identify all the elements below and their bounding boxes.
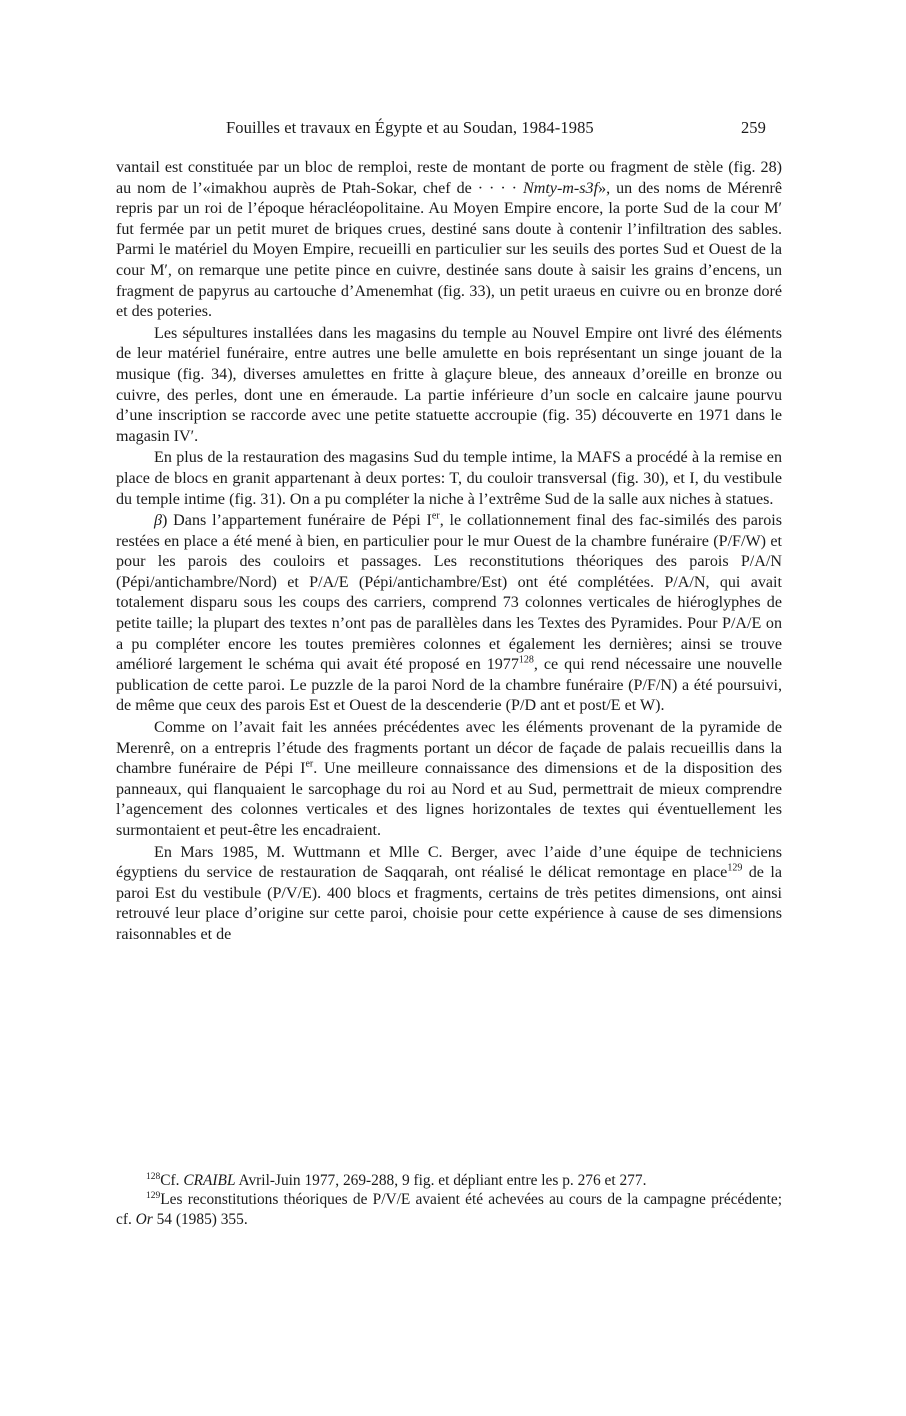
footnote-ref-129: 129 bbox=[727, 862, 743, 874]
text-run: , le collationnement final des fac-similés des parois restées en place a été mené à bien, en particulier pour le mur Ouest de la chambre funéraire (P/F/W) et pour les parois des couloirs et passages. Les reconstitutions théoriques des parois P/A/N (Pépi/antichambre/Nord) et P/A/E (Pépi/antichambre/Est) ont été complétées. P/A/N, qui avait totalement disparu sous les coups des carriers, comprend 73 colonnes verticales de hiéroglyphes de petite taille; la plupart des textes n’ont pas de parallèles dans les Textes des Pyramides. Pour P/A/E on a pu compléter encore les toutes premières colonnes et également les dernières; ainsi se trouve amélioré largement le schéma qui avait été proposé en 1977 bbox=[116, 512, 782, 674]
footnote-number: 128 bbox=[146, 1171, 161, 1182]
ordinal-superscript: er bbox=[431, 510, 440, 522]
text-run: ) Dans l’appartement funéraire de Pépi I bbox=[162, 512, 432, 530]
running-title: Fouilles et travaux en Égypte et au Soudan, 1984-1985 bbox=[226, 118, 594, 137]
text-run: Cf. bbox=[160, 1172, 184, 1189]
ordinal-superscript: er bbox=[305, 758, 314, 770]
footnote-128 bbox=[116, 1171, 782, 1190]
text-run: . Une meilleure connaissance des dimensions et de la disposition des panneaux, qui flanquaient le sarcophage du roi au Nord et au Sud, permettrait de mieux comprendre l’agencement des colonnes verticales et des lignes horizontales de textes qui éventuellement les surmontaient et peut-être les encadraient. bbox=[116, 760, 782, 839]
text-run: Avril-Juin 1977, 269-288, 9 fig. et dépliant entre les p. 276 et 277. bbox=[235, 1172, 647, 1189]
paragraph-2 bbox=[116, 324, 782, 448]
text-run: vantail est constituée par un bloc de remploi, reste de montant de porte ou fragment de stèle (fig. 28) au nom de l’«imakhou auprès de Ptah-Sokar, chef de · · · · bbox=[116, 159, 782, 197]
text-run: , ce qui rend nécessaire une nouvelle publication de cette paroi. Le puzzle de la paroi Nord de la chambre funéraire (P/F/N) a été poursuivi, de même que ceux des parois Est et Ouest de la descenderie (P/D ant et post/E et W). bbox=[116, 656, 782, 715]
text-run: Les sépultures installées dans les magasins du temple au Nouvel Empire ont livré des éléments de leur matériel funéraire, entre autres une belle amulette en bois représentant un singe jouant de la musique (fig. 34), diverses amulettes en fritte à glaçure bleue, des anneaux d’oreille en bronze ou cuivre, des perles, dont une en émeraude. La partie inférieure d’un socle en calcaire jaune pourvu d’une inscription se raccorde avec une petite statuette accroupie (fig. 35) découverte en 1971 dans le magasin IV′. bbox=[116, 324, 782, 445]
footnote-number: 129 bbox=[146, 1191, 161, 1202]
body-text bbox=[116, 158, 782, 946]
footnote-129 bbox=[116, 1190, 782, 1229]
footnotes bbox=[116, 1171, 782, 1229]
text-run: de la paroi Est du vestibule (P/V/E). 400 blocs et fragments, certains de très petites dimensions, ont ainsi retrouvé leur place d’origine sur cette paroi, choisie pour cette expérience à cause de ses dimensions raisonnables et de bbox=[116, 864, 782, 943]
italic-text: Or bbox=[135, 1210, 153, 1228]
text-run: En Mars 1985, M. Wuttmann et Mlle C. Berger, avec l’aide d’une équipe de techniciens égyptiens du service de restauration de Saqqarah, ont réalisé le délicat remontage en place bbox=[116, 843, 782, 882]
paragraph-4 bbox=[116, 511, 782, 717]
italic-text: CRAIBL bbox=[183, 1172, 236, 1189]
page-number: 259 bbox=[740, 118, 766, 137]
italic-text: Nmty-m-s3f bbox=[522, 179, 599, 197]
paragraph-3 bbox=[116, 448, 782, 510]
text-run: Comme on l’avait fait les années précédentes avec les éléments provenant de la pyramide de Merenrê, on a entrepris l’étude des fragments portant un décor de façade de palais recueillis dans la chambre funéraire de Pépi I bbox=[116, 719, 782, 778]
paragraph-5 bbox=[116, 718, 782, 842]
text-run: », un des noms de Mérenrê repris par un roi de l’époque héracléopolitaine. Au Moyen Empire encore, la porte Sud de la cour M′ fut fermée par un petit muret de briques crues, destiné sans doute à contenir l’infiltration des sables. Parmi le matériel du Moyen Empire, recueilli en particulier sur les seuils des portes Sud et Ouest de la cour M′, on remarque une petite pince en cuivre, destinée sans doute à saisir les grains d’encens, un fragment de papyrus au cartouche d’Amenemhat (fig. 33), un petit uraeus en cuivre ou en bronze doré et des poteries. bbox=[116, 179, 783, 321]
paragraph-6 bbox=[116, 843, 782, 946]
italic-text: β bbox=[154, 512, 163, 530]
footnote-ref-128: 128 bbox=[518, 654, 534, 666]
text-run: 54 (1985) 355. bbox=[152, 1210, 248, 1228]
text-run: En plus de la restauration des magasins Sud du temple intime, la MAFS a procédé à la remise en place de blocs en granit appartenant à deux portes: T, du couloir transversal (fig. 30), et I, du vestibule du temple intime (fig. 31). On a pu compléter la niche à l’extrême Sud de la salle aux niches à statues. bbox=[116, 449, 782, 508]
paragraph-1 bbox=[116, 158, 782, 323]
text-run: Les reconstitutions théoriques de P/V/E avaient été achevées au cours de la campagne précédente; cf. bbox=[116, 1191, 782, 1228]
